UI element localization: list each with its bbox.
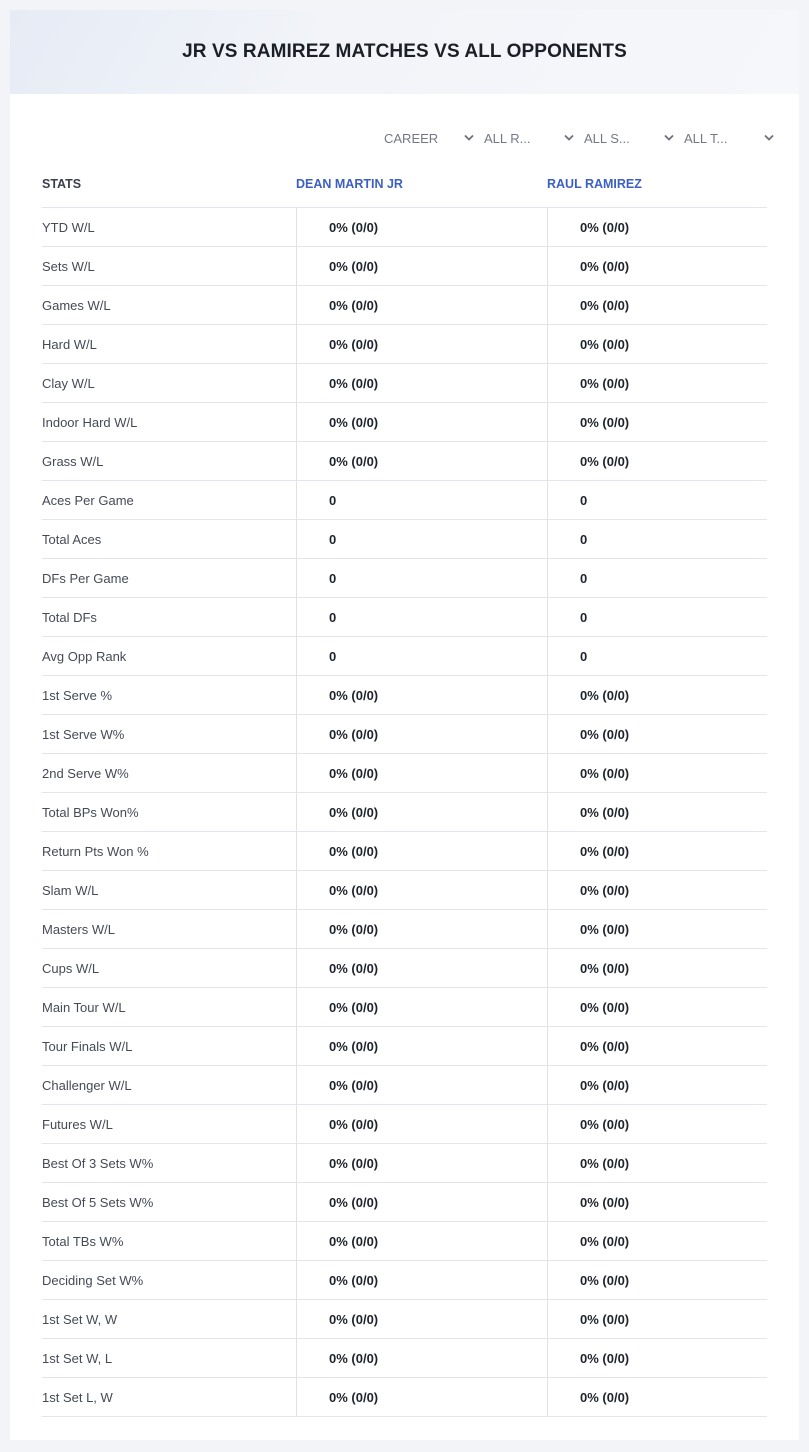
stat-label: 1st Serve % <box>42 687 113 703</box>
table-row <box>42 988 767 1027</box>
player1-value: 0% (0/0) <box>296 325 547 363</box>
table-row <box>42 949 767 988</box>
player2-value: 0% (0/0) <box>547 403 767 441</box>
stat-label: Aces Per Game <box>42 492 134 508</box>
player1-value: 0% (0/0) <box>296 364 547 402</box>
player1-value: 0 <box>296 520 547 558</box>
player1-value: 0% (0/0) <box>296 247 547 285</box>
stat-label: Best Of 3 Sets W% <box>42 1155 154 1171</box>
table-row <box>42 598 767 637</box>
player2-value: 0 <box>547 481 767 519</box>
player2-value: 0% (0/0) <box>547 1027 767 1065</box>
table-row <box>42 1378 767 1417</box>
table-row <box>42 715 767 754</box>
player2-value: 0% (0/0) <box>547 364 767 402</box>
player1-value: 0 <box>296 598 547 636</box>
player2-value: 0% (0/0) <box>547 1066 767 1104</box>
player2-value: 0% (0/0) <box>547 247 767 285</box>
stat-label: Grass W/L <box>42 453 104 469</box>
player1-value: 0% (0/0) <box>296 988 547 1026</box>
table-row <box>42 325 767 364</box>
chevron-down-icon <box>664 134 674 142</box>
player1-value: 0% (0/0) <box>296 1378 547 1416</box>
player1-value: 0 <box>296 637 547 675</box>
player1-value: 0% (0/0) <box>296 1183 547 1221</box>
filter-surface-select[interactable] <box>584 128 684 148</box>
player2-value: 0% (0/0) <box>547 1144 767 1182</box>
table-row <box>42 1027 767 1066</box>
player1-value: 0% (0/0) <box>296 1222 547 1260</box>
stat-label: Clay W/L <box>42 375 95 391</box>
player2-value: 0 <box>547 598 767 636</box>
player1-value: 0% (0/0) <box>296 1261 547 1299</box>
table-row <box>42 1066 767 1105</box>
player1-link[interactable]: DEAN MARTIN JR <box>296 176 403 191</box>
stat-label: Cups W/L <box>42 960 100 976</box>
card-header <box>10 10 799 94</box>
player1-value: 0% (0/0) <box>296 754 547 792</box>
player1-value: 0% (0/0) <box>296 715 547 753</box>
player2-value: 0% (0/0) <box>547 1261 767 1299</box>
stat-label: 1st Set W, W <box>42 1311 118 1327</box>
player1-value: 0% (0/0) <box>296 910 547 948</box>
filter-round-select[interactable] <box>484 128 584 148</box>
table-row <box>42 442 767 481</box>
stats-card <box>10 10 799 1440</box>
stat-label: Futures W/L <box>42 1116 113 1132</box>
table-row <box>42 403 767 442</box>
stat-label: Total BPs Won% <box>42 804 139 820</box>
stat-label: Total DFs <box>42 609 97 625</box>
table-row <box>42 208 767 247</box>
table-row <box>42 364 767 403</box>
player1-value: 0% (0/0) <box>296 1144 547 1182</box>
table-row <box>42 1144 767 1183</box>
player2-value: 0 <box>547 520 767 558</box>
table-row <box>42 481 767 520</box>
stat-label: Total TBs W% <box>42 1233 124 1249</box>
table-row <box>42 676 767 715</box>
stat-label: 2nd Serve W% <box>42 765 129 781</box>
stat-label: Masters W/L <box>42 921 115 937</box>
player1-value: 0% (0/0) <box>296 1339 547 1377</box>
filter-label: ALL S... <box>584 130 630 146</box>
stat-label: Main Tour W/L <box>42 999 126 1015</box>
stat-label: Sets W/L <box>42 258 95 274</box>
player2-value: 0% (0/0) <box>547 1378 767 1416</box>
stat-label: 1st Set L, W <box>42 1389 113 1405</box>
stats-table <box>42 160 767 1417</box>
player2-value: 0% (0/0) <box>547 754 767 792</box>
stat-label: Avg Opp Rank <box>42 648 127 664</box>
player2-value: 0% (0/0) <box>547 988 767 1026</box>
player1-value: 0 <box>296 559 547 597</box>
stat-label: Best Of 5 Sets W% <box>42 1194 154 1210</box>
page-title: JR VS RAMIREZ MATCHES VS ALL OPPONENTS <box>182 41 627 62</box>
player1-value: 0% (0/0) <box>296 286 547 324</box>
stat-label: Challenger W/L <box>42 1077 132 1093</box>
stat-label: Hard W/L <box>42 336 97 352</box>
player1-value: 0 <box>296 481 547 519</box>
player2-value: 0% (0/0) <box>547 676 767 714</box>
player1-value: 0% (0/0) <box>296 949 547 987</box>
player2-value: 0% (0/0) <box>547 1300 767 1338</box>
player1-value: 0% (0/0) <box>296 676 547 714</box>
player2-link[interactable]: RAUL RAMIREZ <box>547 176 642 191</box>
player2-value: 0 <box>547 637 767 675</box>
filter-label: CAREER <box>384 130 439 146</box>
player2-value: 0% (0/0) <box>547 871 767 909</box>
stat-label: Games W/L <box>42 297 111 313</box>
player1-value: 0% (0/0) <box>296 442 547 480</box>
stat-label: DFs Per Game <box>42 570 129 586</box>
table-header <box>42 160 767 208</box>
player2-value: 0% (0/0) <box>547 832 767 870</box>
table-row <box>42 286 767 325</box>
table-row <box>42 754 767 793</box>
player1-value: 0% (0/0) <box>296 208 547 246</box>
player1-value: 0% (0/0) <box>296 793 547 831</box>
player2-value: 0% (0/0) <box>547 1222 767 1260</box>
filter-label: ALL R... <box>484 130 531 146</box>
stat-label: 1st Set W, L <box>42 1350 113 1366</box>
stat-label: Return Pts Won % <box>42 843 149 859</box>
table-row <box>42 910 767 949</box>
stat-label: Deciding Set W% <box>42 1272 144 1288</box>
stat-label: Indoor Hard W/L <box>42 414 138 430</box>
table-row <box>42 1105 767 1144</box>
table-row <box>42 1183 767 1222</box>
filter-career-select[interactable] <box>384 128 484 148</box>
player1-value: 0% (0/0) <box>296 1300 547 1338</box>
player1-value: 0% (0/0) <box>296 1105 547 1143</box>
player1-value: 0% (0/0) <box>296 871 547 909</box>
chevron-down-icon <box>564 134 574 142</box>
player2-value: 0% (0/0) <box>547 910 767 948</box>
player2-value: 0% (0/0) <box>547 1339 767 1377</box>
player2-value: 0% (0/0) <box>547 208 767 246</box>
table-row <box>42 1261 767 1300</box>
filter-tournament-select[interactable] <box>684 128 784 148</box>
player1-value: 0% (0/0) <box>296 832 547 870</box>
player2-value: 0% (0/0) <box>547 715 767 753</box>
table-row <box>42 1339 767 1378</box>
player1-value: 0% (0/0) <box>296 403 547 441</box>
player2-value: 0% (0/0) <box>547 286 767 324</box>
player1-value: 0% (0/0) <box>296 1066 547 1104</box>
table-row <box>42 1222 767 1261</box>
filter-label: ALL T... <box>684 130 728 146</box>
player2-value: 0% (0/0) <box>547 949 767 987</box>
table-row <box>42 871 767 910</box>
player2-value: 0% (0/0) <box>547 1183 767 1221</box>
table-row <box>42 793 767 832</box>
stat-label: Slam W/L <box>42 882 99 898</box>
table-row <box>42 832 767 871</box>
chevron-down-icon <box>764 134 774 142</box>
table-body <box>42 208 767 1417</box>
player2-value: 0% (0/0) <box>547 442 767 480</box>
table-row <box>42 637 767 676</box>
player2-value: 0 <box>547 559 767 597</box>
player2-value: 0% (0/0) <box>547 325 767 363</box>
stats-column-header: STATS <box>42 176 82 191</box>
table-row <box>42 1300 767 1339</box>
table-row <box>42 247 767 286</box>
table-row <box>42 559 767 598</box>
table-row <box>42 520 767 559</box>
player2-value: 0% (0/0) <box>547 793 767 831</box>
stat-label: 1st Serve W% <box>42 726 125 742</box>
filter-bar <box>384 128 784 148</box>
player2-value: 0% (0/0) <box>547 1105 767 1143</box>
player1-value: 0% (0/0) <box>296 1027 547 1065</box>
stat-label: Tour Finals W/L <box>42 1038 133 1054</box>
chevron-down-icon <box>464 134 474 142</box>
stat-label: YTD W/L <box>42 219 95 235</box>
stat-label: Total Aces <box>42 531 102 547</box>
